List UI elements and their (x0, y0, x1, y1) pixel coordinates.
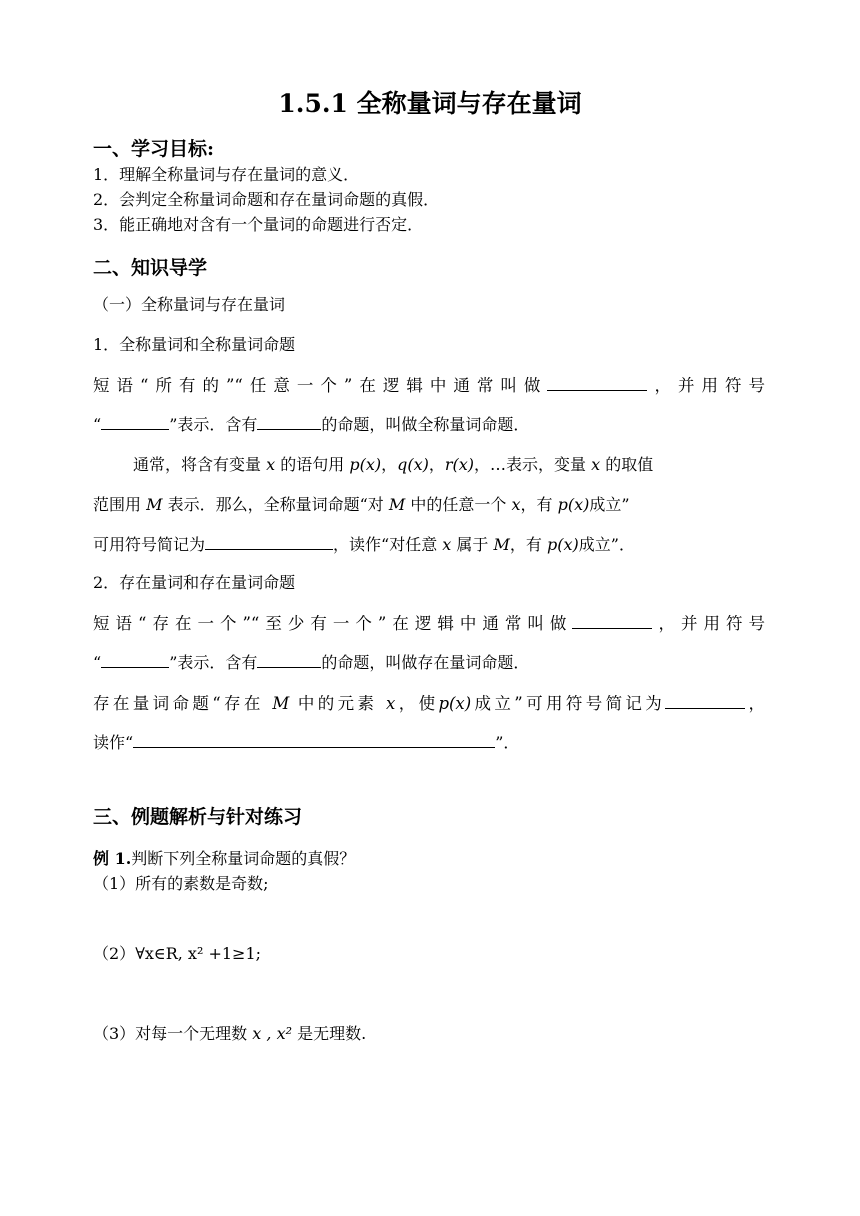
section-heading-goals: 一、学习目标: (93, 138, 215, 160)
part1-line5: 可用符号简记为 ，读作“对任意 x 属于 M，有 p(x)成立”． (93, 535, 635, 554)
fill-blank[interactable] (101, 415, 169, 430)
fill-blank[interactable] (665, 694, 745, 709)
example-1-q1: （1）所有的素数是奇数; (93, 874, 269, 893)
part1-title: 1．全称量词和全称量词命题 (93, 335, 296, 354)
part2-line1: 短语“存在一个”“至少有一个”在逻辑中通常叫做 ，并用符号 (93, 614, 765, 633)
math-expression: ∀x∈R, x² +1≥1; (135, 944, 262, 963)
fill-blank[interactable] (101, 653, 169, 668)
fill-blank[interactable] (133, 733, 495, 748)
part1-line2: “ ”表示．含有 的命题，叫做全称量词命题． (93, 415, 530, 434)
example-1: 例 1.判断下列全称量词命题的真假？ (93, 849, 356, 868)
subsection-title: （一）全称量词与存在量词 (93, 295, 286, 314)
part1-line1: 短语“所有的”“任意一个”在逻辑中通常叫做 ，并用符号 (93, 376, 766, 395)
goal-item-1: 1．理解全称量词与存在量词的意义． (93, 165, 360, 184)
fill-blank[interactable] (205, 535, 333, 550)
fill-blank[interactable] (257, 653, 321, 668)
part2-line3: 存在量词命题“存在 M 中的元素 x，使p(x)成立”可用符号简记为 ， (93, 694, 766, 713)
math-expression: x , x² (252, 1024, 292, 1043)
part2-title: 2．存在量词和存在量词命题 (93, 573, 296, 592)
fill-blank[interactable] (572, 614, 652, 629)
goal-item-3: 3．能正确地对含有一个量词的命题进行否定． (93, 215, 424, 234)
fill-blank[interactable] (257, 415, 321, 430)
part2-line2: “ ”表示．含有 的命题，叫做存在量词命题． (93, 653, 530, 672)
example-1-q2: （2）∀x∈R, x² +1≥1; (93, 944, 262, 963)
part1-line4: 范围用 M 表示．那么，全称量词命题“对 M 中的任意一个 x，有 p(x)成立” (93, 495, 630, 514)
example-1-q3: （3）对每一个无理数 x , x² 是无理数. (93, 1024, 367, 1043)
fill-blank[interactable] (547, 376, 647, 391)
section-heading-examples: 三、例题解析与针对练习 (93, 806, 303, 828)
page-title: 1.5.1 全称量词与存在量词 (278, 89, 582, 118)
goal-item-2: 2．会判定全称量词命题和存在量词命题的真假． (93, 190, 440, 209)
part2-line4: 读作“ ”． (93, 733, 520, 752)
part1-line3: 通常，将含有变量 x 的语句用 p(x)，q(x)，r(x)，…表示，变量 x 的取值 (133, 455, 654, 474)
section-heading-knowledge: 二、知识导学 (93, 257, 208, 279)
